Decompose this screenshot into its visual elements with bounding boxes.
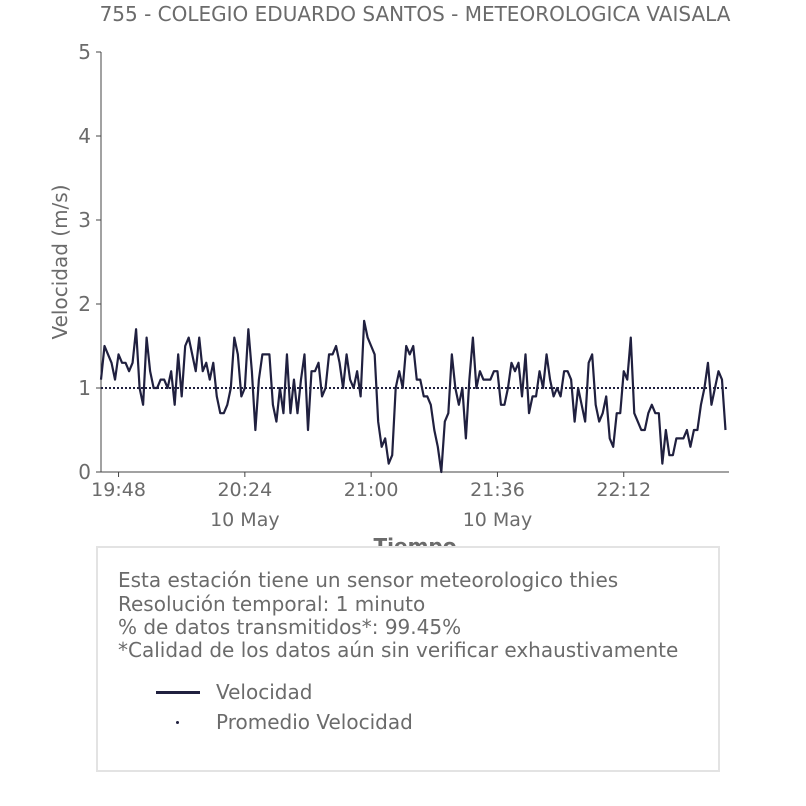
info-quality-note: *Calidad de los datos aún sin verificar exhaustivamente: [118, 638, 679, 662]
x-tick-date-label: 10 May: [462, 509, 533, 531]
legend-label-velocidad: Velocidad: [216, 680, 313, 704]
x-tick-label-20:24: 20:24: [217, 479, 273, 501]
legend-item-velocidad: [156, 680, 312, 704]
y-axis-label: Velocidad (m/s): [48, 184, 72, 340]
info-sensor-text: Esta estación tiene un sensor meteorologico thies: [118, 568, 619, 592]
x-tick-label-21:00: 21:00: [343, 479, 399, 501]
plot-area: [78, 40, 729, 531]
y-tick-label-3: 3: [78, 208, 91, 232]
x-tick-label-19:48: 19:48: [91, 479, 146, 501]
chart-title: 755 - COLEGIO EDUARDO SANTOS - METEOROLOGICA VAISALA: [99, 2, 731, 26]
y-tick-label-1: 1: [78, 376, 91, 400]
legend-item-promedio: [156, 710, 413, 734]
info-resolution-text: Resolución temporal: 1 minuto: [118, 592, 426, 616]
info-legend-box: [96, 546, 720, 772]
y-tick-label-2: 2: [78, 292, 91, 316]
legend-label-promedio: Promedio Velocidad: [216, 710, 413, 734]
series-velocidad-line: [101, 321, 725, 472]
legend-dot-icon: [156, 710, 200, 734]
info-transmitted-text: % de datos transmitidos*: 99.45%: [118, 615, 462, 639]
y-tick-label-0: 0: [78, 460, 91, 484]
legend-solid-line-icon: [156, 680, 200, 704]
y-tick-label-5: 5: [78, 40, 91, 64]
x-tick-date-label: 10 May: [210, 509, 280, 531]
x-tick-label-22:12: 22:12: [596, 479, 652, 501]
y-tick-label-4: 4: [78, 124, 91, 148]
x-tick-label-21:36: 21:36: [470, 479, 525, 501]
